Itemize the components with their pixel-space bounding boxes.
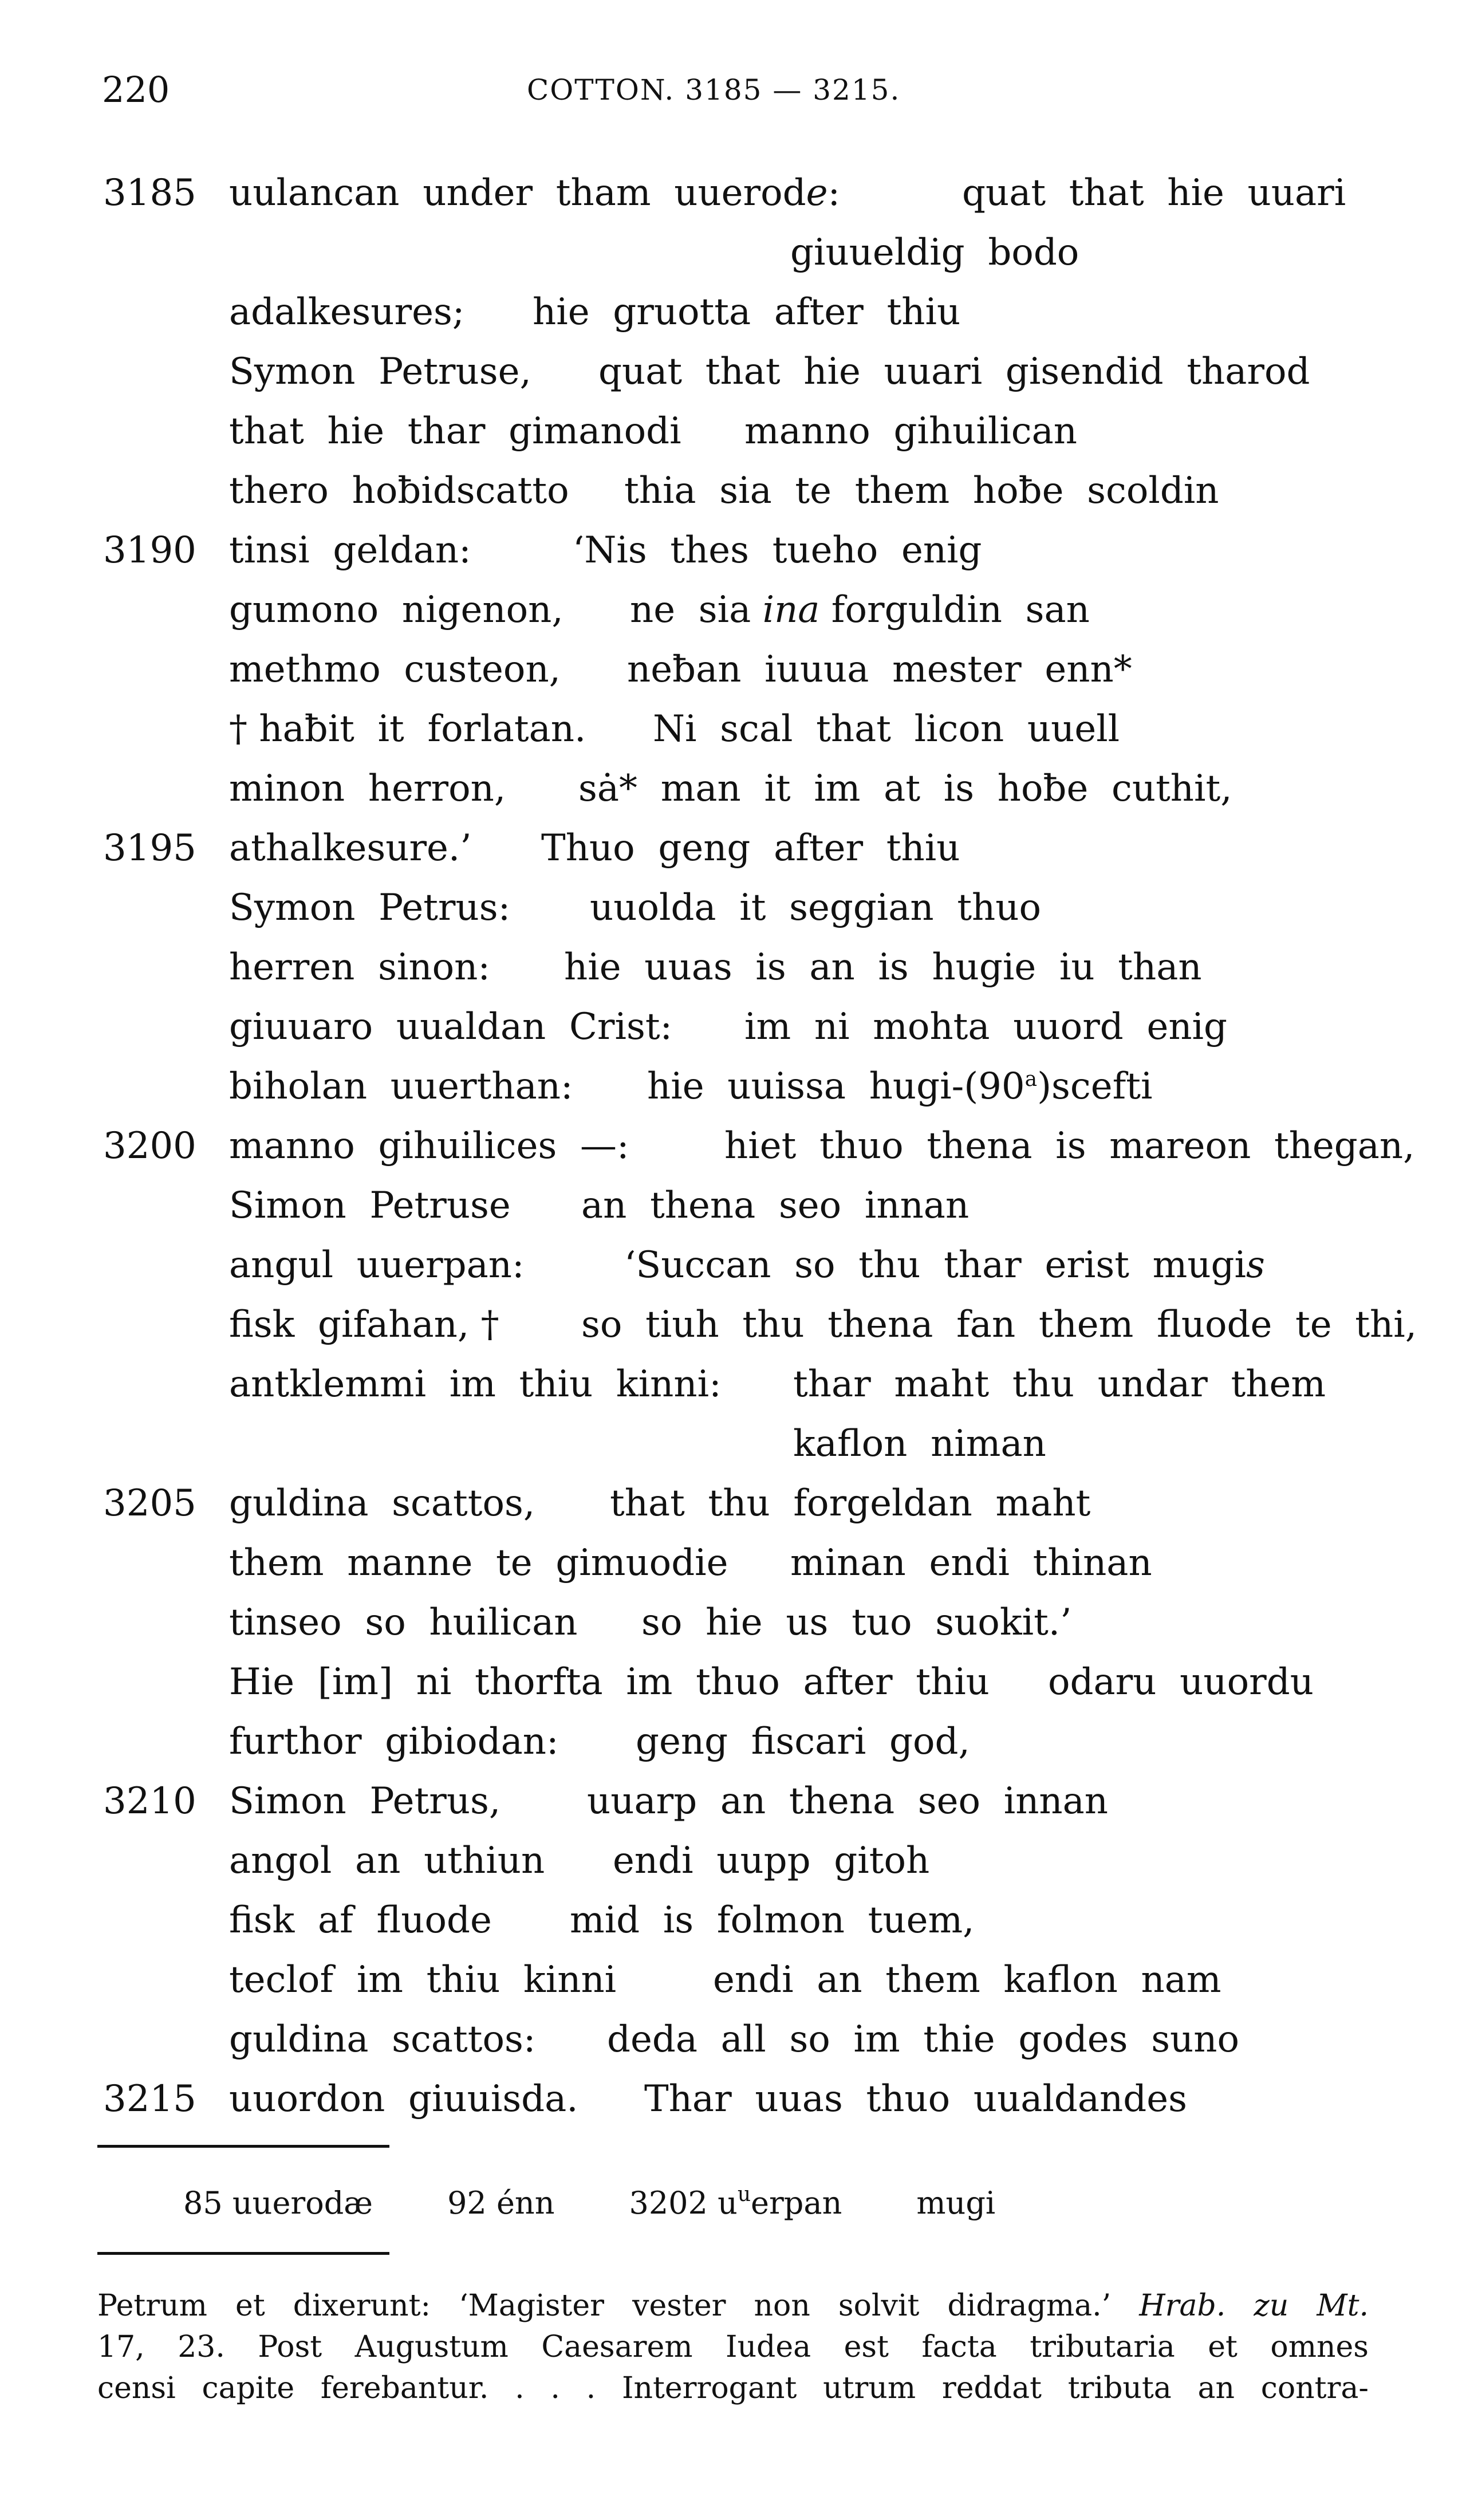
citation: Hrab. zu Mt. [1139, 2289, 1369, 2323]
first-half-line: uulancan under tham uuerode: [229, 172, 841, 214]
verse-line [0, 223, 1466, 282]
line-number: 3195 [103, 827, 196, 869]
italic-text: ina [762, 589, 820, 631]
page-header [0, 69, 1466, 120]
verse-line [0, 1057, 1466, 1116]
footnote-rule-top [97, 2145, 389, 2148]
first-half-line: Hie [im] ni thorfta im thuo after thiu [229, 1661, 990, 1703]
second-half-line: mid is folmon tuem, [570, 1899, 975, 1942]
first-half-line: adalkesures; [229, 291, 465, 333]
variant-reading: mugi [916, 2185, 996, 2221]
verse-line [0, 1414, 1466, 1474]
verse-line [0, 938, 1466, 997]
second-half-line: ‘Succan so thu thar erist mugis [624, 1244, 1265, 1286]
verse-line [0, 1652, 1466, 1712]
superscript: a [1024, 1068, 1038, 1091]
second-half-line: im ni mohta uuord enig [744, 1006, 1227, 1048]
second-half-line: endi an them kaflon nam [713, 1959, 1221, 2001]
first-half-line: fisk af fluode [229, 1899, 492, 1942]
second-half-line: neƀan iuuua mester enn* [627, 648, 1132, 691]
verse-line [0, 1891, 1466, 1950]
verse-line [0, 1176, 1466, 1235]
running-title: COTTON. 3185 — 3215. [527, 73, 901, 107]
first-half-line: † haƀit it forlatan. [229, 708, 586, 750]
footnote-rule-bottom [97, 2252, 389, 2255]
verse-line [0, 342, 1466, 401]
first-half-line: minon herron, [229, 767, 506, 810]
second-half-line: kaflon niman [793, 1423, 1046, 1465]
first-half-line: Simon Petruse [229, 1184, 511, 1227]
verse-line [0, 699, 1466, 759]
second-half-line: minan endi thinan [790, 1542, 1152, 1584]
commentary-line: 17, 23. Post Augustum Caesarem Iudea est facta tributaria et omnes [97, 2330, 1369, 2364]
verse-line [0, 1235, 1466, 1295]
first-half-line: furthor gibiodan: [229, 1720, 559, 1763]
first-half-line: biholan uuerthan: [229, 1065, 573, 1108]
verse-line [0, 1831, 1466, 1891]
textual-variants [183, 2185, 1070, 2221]
second-half-line: that thu forgeldan maht [610, 1482, 1091, 1525]
verse-line [0, 759, 1466, 818]
line-number: 3200 [103, 1125, 196, 1167]
second-half-line: sȧ* man it im at is hoƀe cuthit, [578, 767, 1232, 810]
verse-line [0, 521, 1466, 580]
second-half-line: hie uuas is an is hugie iu than [564, 946, 1202, 989]
first-half-line: angol an uthiun [229, 1840, 545, 1882]
superscript: u [737, 2183, 751, 2206]
verse-line [0, 282, 1466, 342]
second-half-line: thar maht thu undar them [793, 1363, 1326, 1405]
first-half-line: guldina scattos, [229, 1482, 535, 1525]
first-half-line: guldina scattos: [229, 2018, 536, 2061]
first-half-line: Symon Petruse, [229, 351, 531, 393]
second-half-line: endi uupp gitoh [613, 1840, 930, 1882]
verse-line [0, 163, 1466, 223]
line-number: 3190 [103, 529, 196, 572]
second-half-line: uuarp an thena seo innan [587, 1780, 1108, 1822]
first-half-line: uuordon giuuisda. [229, 2078, 578, 2120]
verse-line [0, 878, 1466, 938]
second-half-line: so tiuh thu thena fan them fluode te thi, [581, 1304, 1417, 1346]
verse-line [0, 1533, 1466, 1593]
first-half-line: herren sinon: [229, 946, 490, 989]
first-half-line: tinsi geldan: [229, 529, 471, 572]
second-half-line: so hie us tuo suokit.’ [641, 1601, 1072, 1644]
italic-text: s [1246, 1244, 1265, 1286]
line-number: 3205 [103, 1482, 196, 1525]
first-half-line: fisk gifahan, † [229, 1304, 499, 1346]
second-half-line: hie uuissa hugi-(90$^a$)scefti [647, 1065, 1153, 1108]
first-half-line: giuuaro uualdan Crist: [229, 1006, 673, 1048]
verse-line [0, 401, 1466, 461]
variant-reading: 92 énn [447, 2185, 555, 2221]
first-half-line: gumono nigenon, [229, 589, 563, 631]
verse-line [0, 818, 1466, 878]
first-half-line: them manne te gimuodie [229, 1542, 728, 1584]
verse-line [0, 461, 1466, 521]
variant-reading: 3202 $u^uerpan$ [629, 2183, 842, 2221]
verse-line [0, 580, 1466, 640]
second-half-line: Ni scal that licon uuell [653, 708, 1120, 750]
line-number: 3185 [103, 172, 196, 214]
verse-line [0, 1771, 1466, 1831]
verse-line [0, 640, 1466, 699]
second-half-line: deda all so im thie godes suno [607, 2018, 1239, 2061]
first-half-line: Simon Petrus, [229, 1780, 501, 1822]
italic-letter: e [806, 172, 828, 214]
verse-line [0, 1116, 1466, 1176]
first-half-line: methmo custeon, [229, 648, 561, 691]
commentary [97, 2285, 1369, 2409]
second-half-line: thia sia te them hoƀe scoldin [624, 470, 1219, 512]
first-half-line: antklemmi im thiu kinni: [229, 1363, 722, 1405]
second-half-line: hiet thuo thena is mareon thegan, [724, 1125, 1415, 1167]
verse-line [0, 1354, 1466, 1414]
verse-line [0, 1474, 1466, 1533]
second-half-line: ‘Nis thes tueho enig [573, 529, 982, 572]
page-number: 220 [102, 69, 170, 111]
line-number: 3215 [103, 2078, 196, 2120]
second-half-line: an thena seo innan [581, 1184, 970, 1227]
first-half-line: thero hoƀidscatto [229, 470, 569, 512]
verse-line [0, 1295, 1466, 1354]
second-half-line: manno gihuilican [744, 410, 1077, 452]
second-half-line: odaru uuordu [1048, 1661, 1314, 1703]
first-half-line: Symon Petrus: [229, 887, 511, 929]
second-half-line: quat that hie uuari gisendid tharod [598, 351, 1310, 393]
second-half-line: geng fiscari god, [636, 1720, 970, 1763]
first-half-line: angul uuerpan: [229, 1244, 525, 1286]
first-half-line: teclof im thiu kinni [229, 1959, 617, 2001]
verse-line [0, 2069, 1466, 2129]
first-half-line: tinseo so huilican [229, 1601, 578, 1644]
verse-line [0, 1593, 1466, 1652]
second-half-line: ne sia ina forguldin san [630, 589, 1090, 631]
commentary-line: censi capite ferebantur. . . . Interrogant utrum reddat tributa an contra- [97, 2371, 1369, 2405]
second-half-line: Thar uuas thuo uualdandes [644, 2078, 1187, 2120]
variant-reading: 85 uuerodæ [183, 2185, 373, 2221]
verse-line [0, 2010, 1466, 2069]
first-half-line: that hie thar gimanodi [229, 410, 681, 452]
first-half-line: manno gihuilices —: [229, 1125, 629, 1167]
second-half-line: uuolda it seggian thuo [590, 887, 1041, 929]
verse-line [0, 1712, 1466, 1771]
verse-line [0, 997, 1466, 1057]
first-half-line: athalkesure.’ [229, 827, 472, 869]
commentary-line: Petrum et dixerunt: ‘Magister vester non solvit didragma.’ Hrab. zu Mt. [97, 2289, 1369, 2323]
second-half-line: hie gruotta after thiu [533, 291, 961, 333]
line-number: 3210 [103, 1780, 196, 1822]
second-half-line: Thuo geng after thiu [541, 827, 960, 869]
second-half-line: quat that hie uuari [962, 172, 1346, 214]
second-half-line: giuueldig bodo [790, 231, 1079, 274]
verse-line [0, 1950, 1466, 2010]
